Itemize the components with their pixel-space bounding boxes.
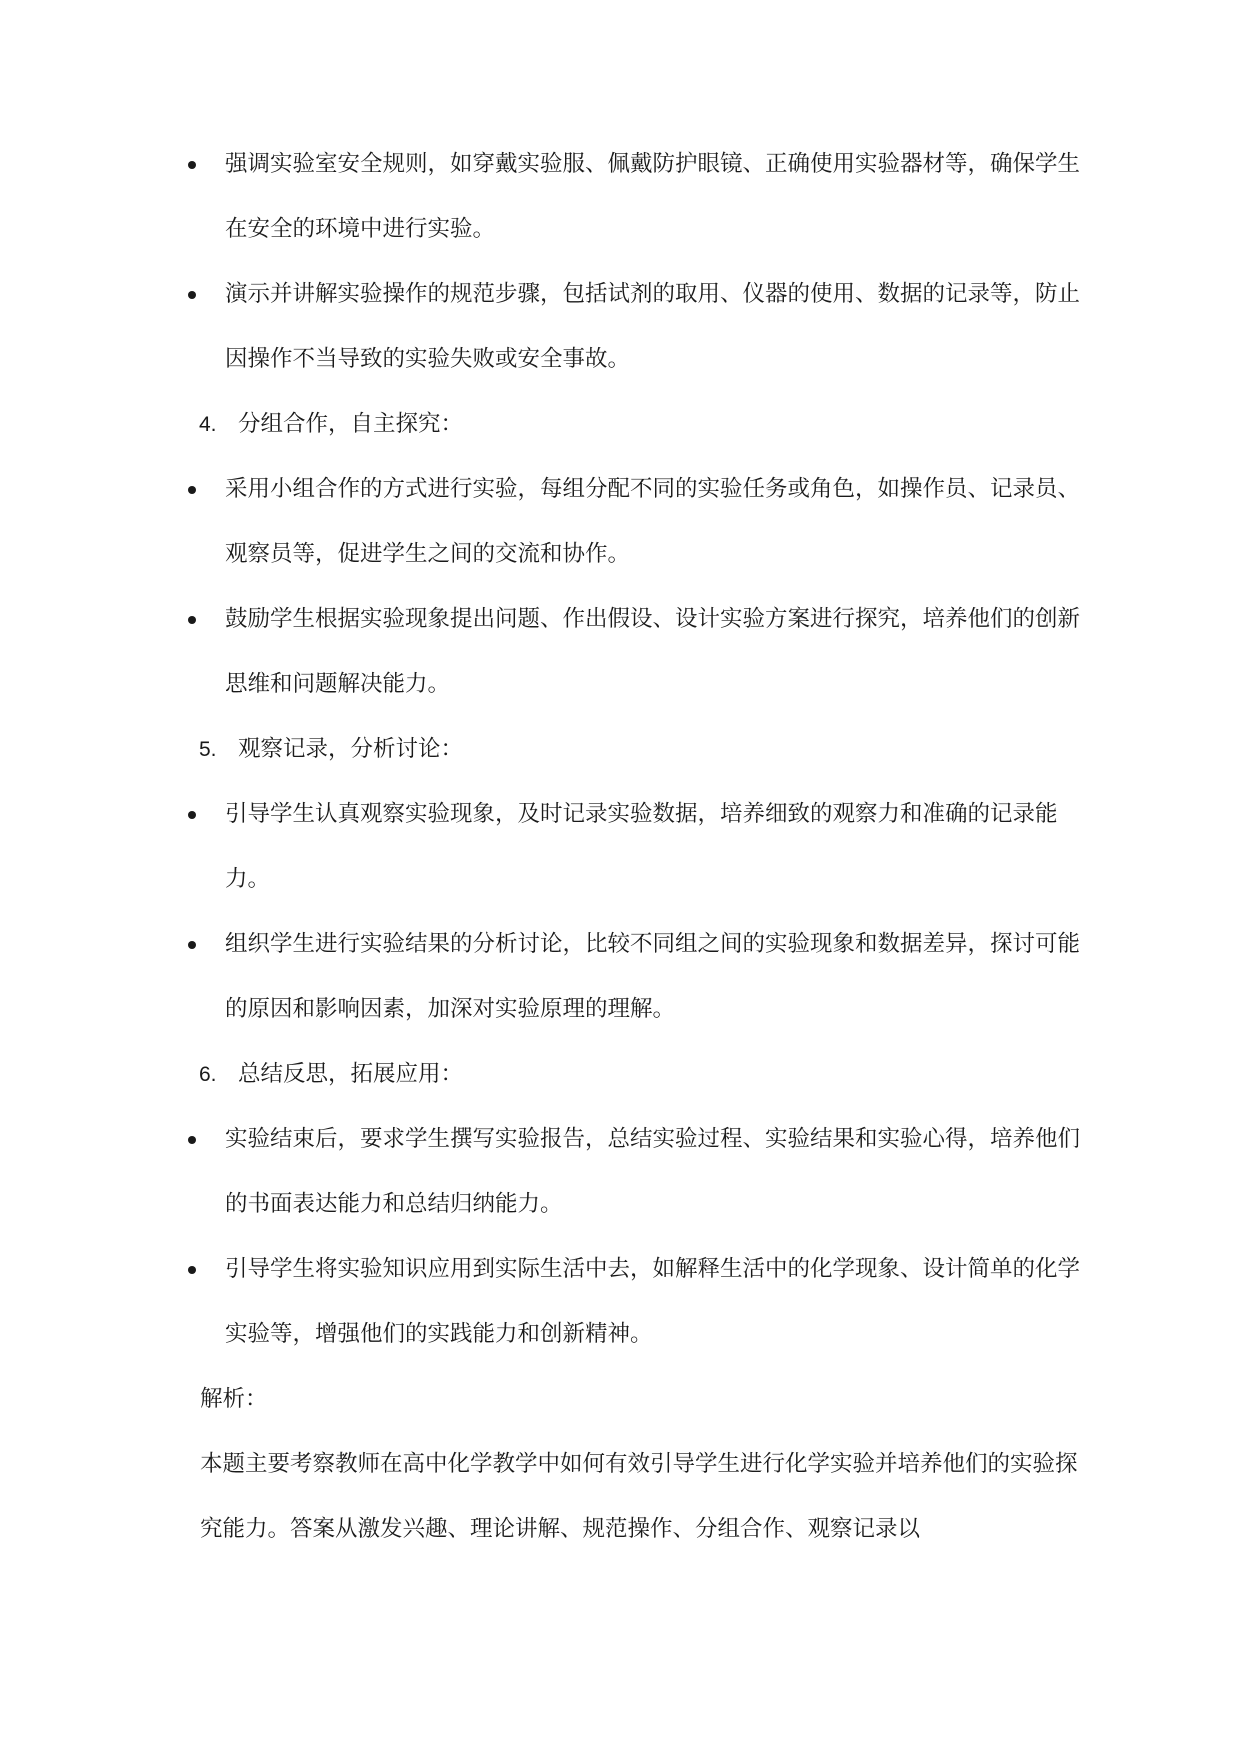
bullet-text: 组织学生进行实验结果的分析讨论，比较不同组之间的实验现象和数据差异，探讨可能的原因和影响因素，加深对实验原理的理解。 [225,931,1081,1022]
section-heading [0,717,1241,782]
bullet-dot-icon [188,291,196,299]
bullet-item [225,132,1085,262]
bullet-dot-icon [188,616,196,624]
bullet-text: 引导学生认真观察实验现象，及时记录实验数据，培养细致的观察力和准确的记录能力。 [225,801,1058,892]
section-heading [0,392,1241,457]
bullet-dot-icon [188,941,196,949]
bullet-dot-icon [188,811,196,819]
bullet-item [225,782,1085,912]
bullet-text: 鼓励学生根据实验现象提出问题、作出假设、设计实验方案进行探究，培养他们的创新思维和问题解决能力。 [225,606,1081,697]
section-title: 观察记录，分析讨论： [238,736,464,762]
section-number: 6. [199,1063,217,1086]
section-title: 总结反思，拓展应用： [238,1061,464,1087]
section-number: 4. [199,413,217,436]
bullet-text: 引导学生将实验知识应用到实际生活中去，如解释生活中的化学现象、设计简单的化学实验等，增强他们的实践能力和创新精神。 [225,1256,1081,1347]
section-number: 5. [199,738,217,761]
section-title: 分组合作，自主探究： [238,411,464,437]
bullet-dot-icon [188,486,196,494]
bullet-item [225,1107,1085,1237]
bullet-text: 实验结束后，要求学生撰写实验报告，总结实验过程、实验结果和实验心得，培养他们的书面表达能力和总结归纳能力。 [225,1126,1081,1217]
bullet-text: 演示并讲解实验操作的规范步骤，包括试剂的取用、仪器的使用、数据的记录等，防止因操作不当导致的实验失败或安全事故。 [225,281,1081,372]
analysis-paragraph: 本题主要考察教师在高中化学教学中如何有效引导学生进行化学实验并培养他们的实验探究能力。答案从激发兴趣、理论讲解、规范操作、分组合作、观察记录以 [200,1451,1078,1542]
bullet-item [225,1237,1085,1367]
bullet-text: 强调实验室安全规则，如穿戴实验服、佩戴防护眼镜、正确使用实验器材等，确保学生在安全的环境中进行实验。 [225,151,1081,242]
bullet-dot-icon [188,1136,196,1144]
section-heading [0,1042,1241,1107]
bullet-item [225,912,1085,1042]
bullet-item [225,457,1085,587]
bullet-item [225,587,1085,717]
document-body [0,132,1241,1562]
bullet-dot-icon [188,161,196,169]
bullet-text: 采用小组合作的方式进行实验，每组分配不同的实验任务或角色，如操作员、记录员、观察员等，促进学生之间的交流和协作。 [225,476,1081,567]
bullet-dot-icon [188,1266,196,1274]
bullet-item [225,262,1085,392]
analysis-label: 解析： [200,1386,268,1412]
